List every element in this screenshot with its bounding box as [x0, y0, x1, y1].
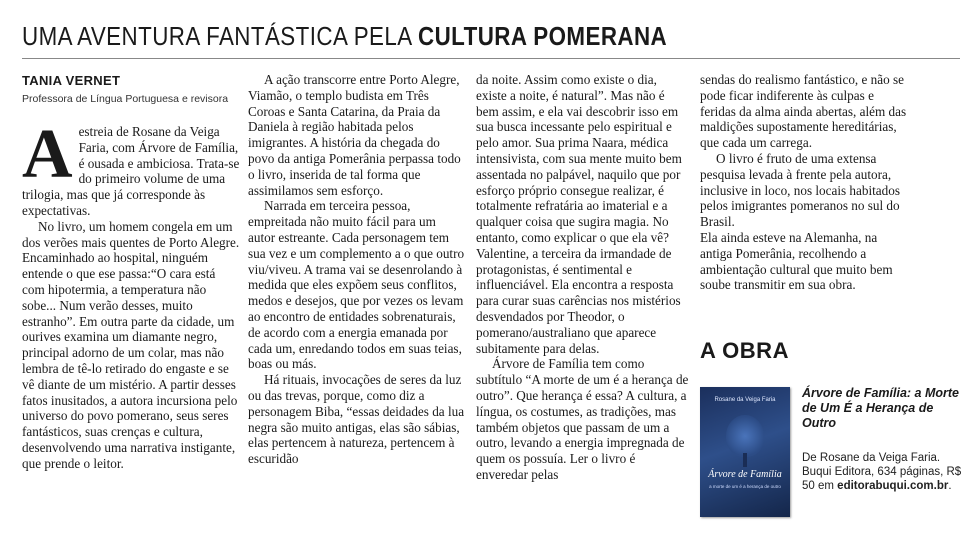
paragraph: da noite. Assim como existe o dia, existe a noite, é natural”. Mas não é bem assim, e ela vai descobrir isso em sua busca incessante pelo espiritual e pelo amor. Sua prima Naara, médica intensivista, com sua mente muito bem assentada no palpável, naquilo que por esforço próprio consegue realizar, é totalmente refratária ao imaterial e a qualquer coisa que sugira magia. No entanto, como explicar o que ela vê? Valentine, a terceira da irmandade de protagonistas, é sentimental e influenciável. Ela encontra a resposta para curar suas carências nos mistérios desvendados por Theodor, o pomerano/australiano que aparece subitamente para delas.: [476, 72, 682, 356]
article-column-4: [700, 72, 910, 314]
obra-section-title: A OBRA: [700, 338, 789, 363]
book-cover-image: [700, 387, 790, 517]
paragraph: Ela ainda esteve na Alemanha, na antiga Pomerânia, recolhendo a ambientação cultural que muito bem soube transmitir em sua obra.: [700, 229, 893, 293]
book-title: Árvore de Família: a Morte de Um É a Herança de Outro: [802, 386, 959, 430]
cover-title: Árvore de Família: [708, 469, 782, 480]
article-column-1: [22, 124, 240, 534]
paragraph: estreia de Rosane da Veiga Faria, com Árvore de Família, é ousada e ambiciosa. Trata-se do primeiro volume de uma trilogia, mas que já corresponde às expectativas.: [22, 124, 240, 218]
drop-cap: A: [22, 124, 73, 193]
tree-trunk-icon: [743, 453, 747, 467]
paragraph: No livro, um homem congela em um dos verões mais quentes de Porto Alegre. Encaminhado ao hospital, ninguém entende o que ese passa:“O cara está com hipotermia, a temperatura não sobe... Num verão desses, muito estranho”. Em outra parte da cidade, um ourives examina um diamante negro, principal adorno de um colar, mas não lembra de tê-lo retirado do engaste e se vê diante de um mistério. A partir desses fatos inusitados, a autora incursiona pelo universo do povo pomerano, seus seres fantásticos, suas crenças e cultura, desenvolvendo uma narrativa instigante, que prende o leitor.: [22, 218, 240, 471]
paragraph: Narrada em terceira pessoa, empreitada não muito fácil para um autor estreante. Cada personagem tem sua vez e um complemento a o que outro viu/viveu. A trama vai se desenrolando à medida que eles expõem seus conflitos, medos e desejos, que por vezes os levam ao encontro de entidades sobrenaturais, de acordo com a energia emanada por cada um, enredando todos em suas teias, boas ou más.: [248, 198, 465, 372]
paragraph: sendas do realismo fantástico, e não se pode ficar indiferente às culpas e feridas da alma ainda abertas, além das maldições supostamente hereditárias, que cada um carrega.: [700, 72, 907, 151]
paragraph: O livro é fruto de uma extensa pesquisa levada à frente pela autora, inclusive in loco, nos locais habitados pelos imigrantes pomeranos no sul do Brasil.: [700, 150, 900, 230]
book-info-period: .: [948, 480, 952, 492]
article-column-2: [248, 72, 466, 534]
book-info: [802, 451, 962, 493]
cover-subtitle: a morte de um é a herança de outro: [709, 484, 781, 489]
author-name: TANIA VERNET: [22, 73, 121, 88]
paragraph: Árvore de Família tem como subtítulo “A morte de um é a herança de outro”. Que herança é essa? A cultura, a língua, os costumes, as tradições, mas também objetos que passam de um a outro, levando a energia impregnada de quem os possuía. Ler o livro é enveredar pelas: [476, 356, 689, 482]
paragraph: Há rituais, invocações de seres da luz ou das trevas, porque, como diz a personagem Biba, “essas deidades da lua negra são muito antigas, elas são sábias, elas pertencem à natureza, pertencem à escuridão: [248, 372, 465, 467]
tree-icon: [726, 415, 764, 457]
paragraph: A ação transcorre entre Porto Alegre, Viamão, o templo budista em Três Coroas e Santa Catarina, da Praia da Daniela à região habitada pelos imigrantes. A história da chegada do povo da antiga Pomerânia perpassa todo o livro, inserida de tal forma que assimilamos sem esforço.: [248, 72, 461, 198]
cover-author: Rosane da Veiga Faria: [714, 397, 776, 403]
article-column-3: [476, 72, 690, 534]
headline-bold: CULTURA POMERANA: [418, 21, 668, 51]
author-role: Professora de Língua Portuguesa e revisora: [22, 93, 229, 105]
publisher-link: editorabuqui.com.br: [837, 480, 949, 492]
headline: [22, 18, 830, 54]
book-details: De Rosane da Veiga Faria. Buqui Editora, 634 páginas, R$ 50 em: [802, 452, 962, 492]
headline-rule: [22, 58, 960, 59]
headline-light: UMA AVENTURA FANTÁSTICA PELA: [22, 21, 412, 51]
